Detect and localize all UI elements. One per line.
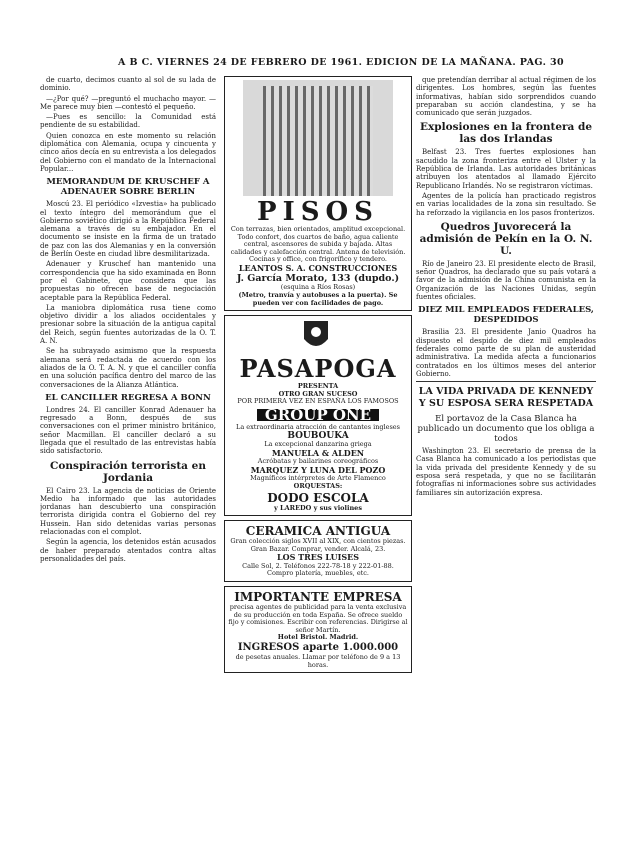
ad-marquez-desc: Magníficos intérpretes de Arte Flamenco bbox=[250, 474, 386, 483]
ad-dodo: DODO ESCOLA bbox=[267, 490, 369, 505]
ad-empresa-foot: de pesetas anuales. Llamar por teléfono de 9 a 13 horas. bbox=[235, 652, 401, 669]
ad-ceramica-title: CERAMICA ANTIGUA bbox=[245, 524, 391, 539]
lead-kennedy: El portavoz de la Casa Blanca ha publicado un documento que los obliga a todos bbox=[417, 414, 595, 445]
ad-bouboka: BOUBOUKA bbox=[287, 430, 349, 441]
paragraph: Adenauer y Kruschef han mantenido una correspondencia que ha sido examinada en Bonn por el Gabinete, que considera que las propuestas no ofrecen base de negociación aceptable para la República Federal. bbox=[40, 260, 216, 302]
paragraph: —Pues es sencillo: la Comunidad está pendiente de su estabilidad. bbox=[40, 113, 216, 130]
paragraph: Agentes de la policía han practicado registros en varias localidades de la zona sin resultado. Se ha reforzado la vigilancia en los pasos fronterizos. bbox=[416, 191, 596, 217]
headline-kennedy: LA VIDA PRIVADA DE KENNEDY Y SU ESPOSA SERA RESPETADA bbox=[418, 386, 594, 410]
ad-empresa-title: IMPORTANTE EMPRESA bbox=[234, 589, 402, 604]
ad-pasapoga-presenta: PRESENTA bbox=[297, 382, 339, 391]
ad-pisos-body: Con terrazas, bien orientados, amplitud excepcional. Todo confort, dos cuartos de baño, agua caliente central, ascensores de subida y bajada. Altas calidades y calefacción central. Antena de televisión. Cocinas y office, con frigorífico y tendero. bbox=[230, 225, 406, 264]
ad-ceramica-body: Gran colección siglos XVII al XIX, con cientos piezas. Gran Bazar. Comprar, vender. Alcalá, 23. bbox=[230, 537, 406, 553]
paragraph: Belfast 23. Tres fuertes explosiones han sacudido la zona fronteriza entre el Ulster y la República de Irlanda. Las autoridades británicas atribuyen los atentados al llamado Ejército Republicano Irlandés. No se registraron víctimas. bbox=[416, 148, 596, 190]
divider bbox=[416, 381, 596, 382]
ad-pasapoga-name: PASAPOGA bbox=[239, 354, 397, 384]
headline-quadros: Quedros Juvorecerá la admisión de Pekín en la O. N. U. bbox=[419, 220, 593, 257]
paragraph: Se ha subrayado asimismo que la respuesta alemana será redactada de acuerdo con los aliados de la O. T. A. N. y que el canciller confía en una solución pacífica dentro del marco de las conversaciones de la Alianza Atlántica. bbox=[40, 347, 216, 389]
paragraph: que pretendían derribar al actual régimen de los dirigentes. Los hombres, según las fuentes informativas, habían sido sorprendidos cuando preparaban su acción clandestina, y se ha comunicado que serán juzgados. bbox=[416, 76, 596, 118]
building-illustration bbox=[243, 80, 393, 196]
left-column bbox=[40, 76, 216, 565]
paragraph: —¿Por qué? —preguntó el muchacho mayor. —Me parece muy bien —contestó el pequeño. bbox=[40, 94, 216, 111]
ad-duo-desc: Acróbatas y bailarines coreográficos bbox=[257, 457, 379, 466]
page-header: A B C. VIERNES 24 DE FEBRERO DE 1961. EDICION DE LA MAÑANA. PAG. 30 bbox=[118, 57, 565, 68]
ad-empresa-banner: INGRESOS aparte 1.000.000 bbox=[237, 641, 399, 653]
ad-gardo: y LAREDO y sus violines bbox=[274, 503, 362, 512]
ad-ceramica-address: Calle Sol, 2. Teléfonos 222-78-18 y 222-01-88. Compro platería, muebles, etc. bbox=[242, 561, 394, 578]
ad-pasapoga-otro: OTRO GRAN SUCESO bbox=[278, 389, 358, 398]
paragraph: El Cairo 23. La agencia de noticias de Oriente Medio ha informado que las autoridades jordanas han descubierto una conspiración terrorista dirigida contra el Gobierno del rey Hussein. Han sido detenidas varias personas relacionadas con el complot. bbox=[40, 486, 216, 537]
headline-canciller: EL CANCILLER REGRESA A BONN bbox=[45, 392, 211, 403]
ad-pasapoga bbox=[224, 315, 412, 516]
ad-group-desc: La extraordinaria atracción de cantantes ingleses bbox=[236, 423, 400, 432]
ad-pisos-company: LEANTOS S. A. CONSTRUCCIONES bbox=[238, 262, 398, 273]
ads-column bbox=[224, 76, 412, 677]
paragraph: Moscú 23. El periódico «Izvestia» ha publicado el texto íntegro del memorándum que el Gobierno soviético dirigió a la República Federal alemana a través de su embajador. En el documento se insiste en la firma de un tratado de paz con las dos Alemanias y en la conversión de Berlín Oeste en ciudad libre desmilitarizada. bbox=[40, 200, 216, 259]
ad-empresa-body: precisa agentes de publicidad para la venta exclusiva de su producción en toda España. Se ofrece sueldo fijo y comisiones. Escribir con referencias. Dirigirse al señor Martín. bbox=[228, 602, 408, 634]
headline-jordania: Conspiración terrorista en Jordania bbox=[50, 459, 206, 484]
ad-pisos-title: PISOS bbox=[257, 197, 379, 227]
ad-empresa-contact: Hotel Bristol. Madrid. bbox=[277, 633, 359, 642]
paragraph: Londres 24. El canciller Konrad Adenauer ha regresado a Bonn, después de sus conversaciones con el primer ministro británico, señor Macmillan. El canciller declaró a su llegada que el resultado de las entrevistas había sido satisfactorio. bbox=[40, 405, 216, 456]
ad-pisos bbox=[224, 76, 412, 311]
right-column bbox=[416, 76, 596, 499]
ad-duo: MANUELA & ALDEN bbox=[271, 447, 365, 458]
ad-pisos-sub: (esquina a Ríos Rosas) bbox=[280, 283, 356, 292]
paragraph: Según la agencia, los detenidos están acusados de haber preparado atentados contra altas personalidades del país. bbox=[40, 538, 216, 563]
paragraph: Washington 23. El secretario de prensa de la Casa Blanca ha comunicado a los periodistas que la vida privada del presidente Kennedy y de su esposa será respetada, y que no se facilitarán fotografías ni informaciones sobre sus actividades familiares sin autorización expresa. bbox=[416, 447, 596, 497]
headline-irlandas: Explosiones en la frontera de las dos Irlandas bbox=[419, 121, 593, 146]
paragraph: Río de Janeiro 23. El presidente electo de Brasil, señor Quadros, ha declarado que su país votará a favor de la admisión de la China comunista en la Organización de las Naciones Unidas, según fuentes oficiales. bbox=[416, 259, 596, 302]
paragraph: Quien conozca en este momento su relación diplomática con Alemania, ocupa y cincuenta y cinco años decía en su entrevista a los delegados del Gobierno con el mandato de la Internacional Popular... bbox=[40, 131, 216, 173]
ad-group-one: GROUP ONE bbox=[257, 409, 379, 421]
crest-icon bbox=[302, 319, 330, 355]
headline-empleados: DIEZ MIL EMPLEADOS FEDERALES, DESPEDIDOS bbox=[418, 305, 594, 326]
ad-pisos-address: J. García Morato, 133 (dupdo.) bbox=[236, 273, 400, 285]
ad-ceramica-store: LOS TRES LUISES bbox=[277, 552, 359, 563]
ad-pasapoga-por: POR PRIMERA VEZ EN ESPAÑA LOS FAMOSOS bbox=[237, 397, 399, 406]
ad-pisos-note: (Metro, tranvía y autobuses a la puerta). Se pueden ver con facilidades de pago. bbox=[238, 291, 398, 307]
headline-memorandum: MEMORANDUM DE KRUSCHEF A ADENAUER SOBRE BERLIN bbox=[46, 177, 210, 198]
paragraph: La maniobra diplomática rusa tiene como objetivo dividir a los aliados occidentales y presionar sobre la situación de la antigua capital del Reich, según fuentes autorizadas de la O. T. A. N. bbox=[40, 303, 216, 346]
paragraph: Brasilia 23. El presidente Janio Quadros ha dispuesto el despido de diez mil empleados federales como parte de su plan de austeridad administrativa. La medida afecta a funcionarios contratados en los últimos meses del anterior Gobierno. bbox=[416, 328, 596, 378]
ad-ceramica bbox=[224, 520, 412, 582]
ad-marquez: MARQUEZ Y LUNA DEL POZO bbox=[250, 464, 386, 475]
ad-orquestas: ORQUESTAS: bbox=[293, 481, 343, 490]
ad-bouboka-desc: La excepcional danzarina griega bbox=[264, 440, 372, 449]
paragraph: de cuarto, decimos cuanto al sol de su lada de dominio. bbox=[40, 76, 216, 93]
ad-empresa bbox=[224, 586, 412, 673]
